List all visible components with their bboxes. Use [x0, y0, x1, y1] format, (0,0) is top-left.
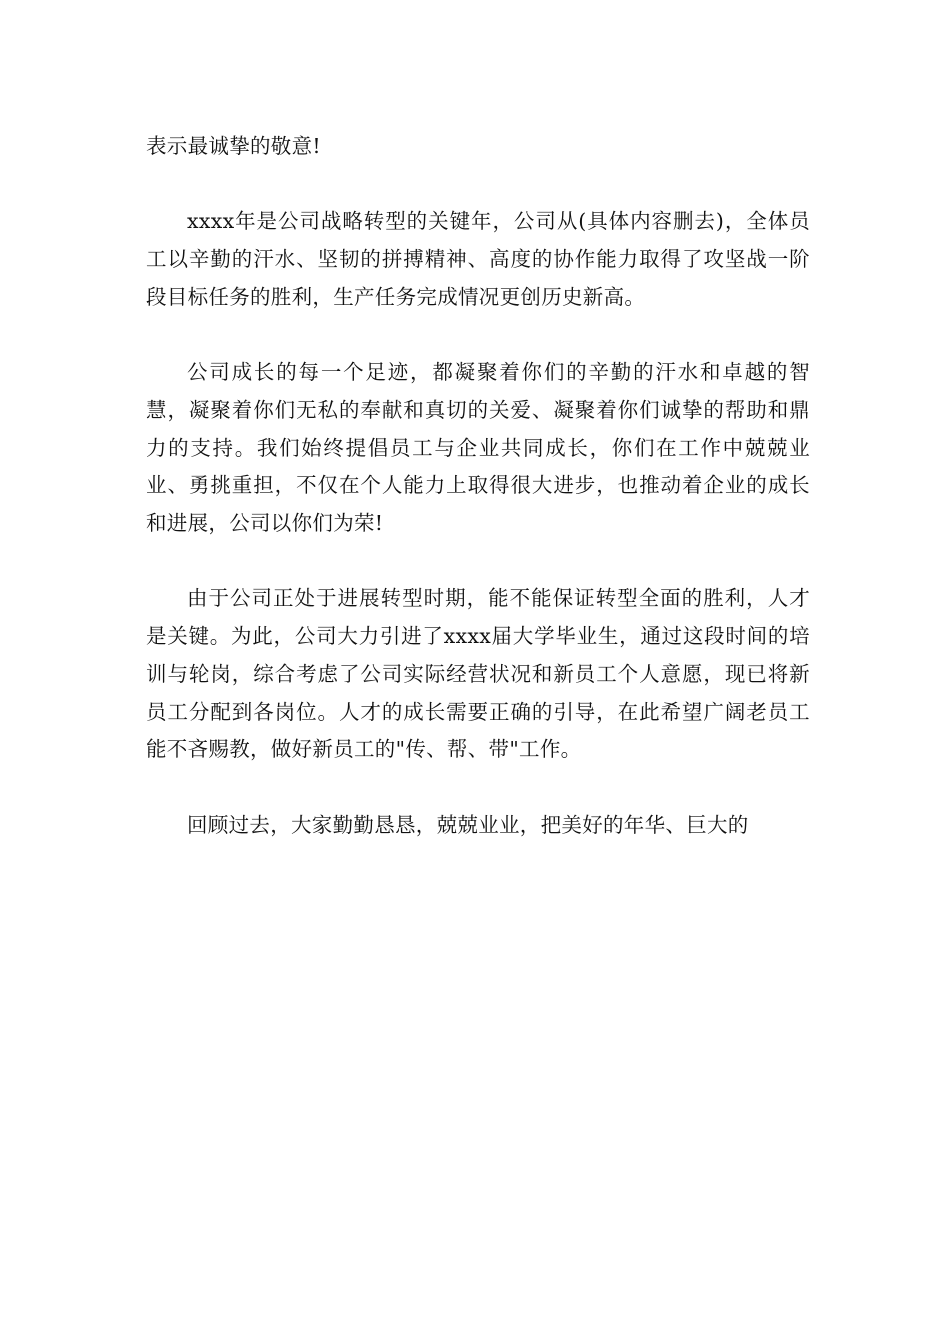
paragraph-gap	[146, 166, 810, 204]
paragraph-4: 由于公司正处于进展转型时期，能不能保证转型全面的胜利，人才是关键。为此，公司大力引进了xxxx届大学毕业生，通过这段时间的培训与轮岗，综合考虑了公司实际经营状况和新员工个人意愿，现已将新员工分配到各岗位。人才的成长需要正确的引导，在此希望广阔老员工能不吝赐教，做好新员工的"传、帮、带"工作。	[146, 586, 810, 762]
paragraph-3: 公司成长的每一个足迹，都凝聚着你们的辛勤的汗水和卓越的智慧，凝聚着你们无私的奉献和真切的关爱、凝聚着你们诚挚的帮助和鼎力的支持。我们始终提倡员工与企业共同成长，你们在工作中兢兢业业、勇挑重担，不仅在个人能力上取得很大进步，也推动着企业的成长和进展，公司以你们为荣!	[146, 360, 810, 535]
paragraph-gap	[146, 543, 810, 581]
paragraph-5: 回顾过去，大家勤勤恳恳，兢兢业业，把美好的年华、巨大的	[187, 812, 749, 837]
paragraph-gap	[146, 769, 810, 807]
paragraph-2: xxxx年是公司战略转型的关键年，公司从(具体内容删去)，全体员工以辛勤的汗水、坚韧的拼搏精神、高度的协作能力取得了攻坚战一阶段目标任务的胜利，生产任务完成情况更创历史新高。	[146, 209, 810, 309]
document-body	[146, 128, 810, 844]
paragraph-1: 表示最诚挚的敬意!	[146, 134, 321, 158]
paragraph-gap	[146, 317, 810, 355]
